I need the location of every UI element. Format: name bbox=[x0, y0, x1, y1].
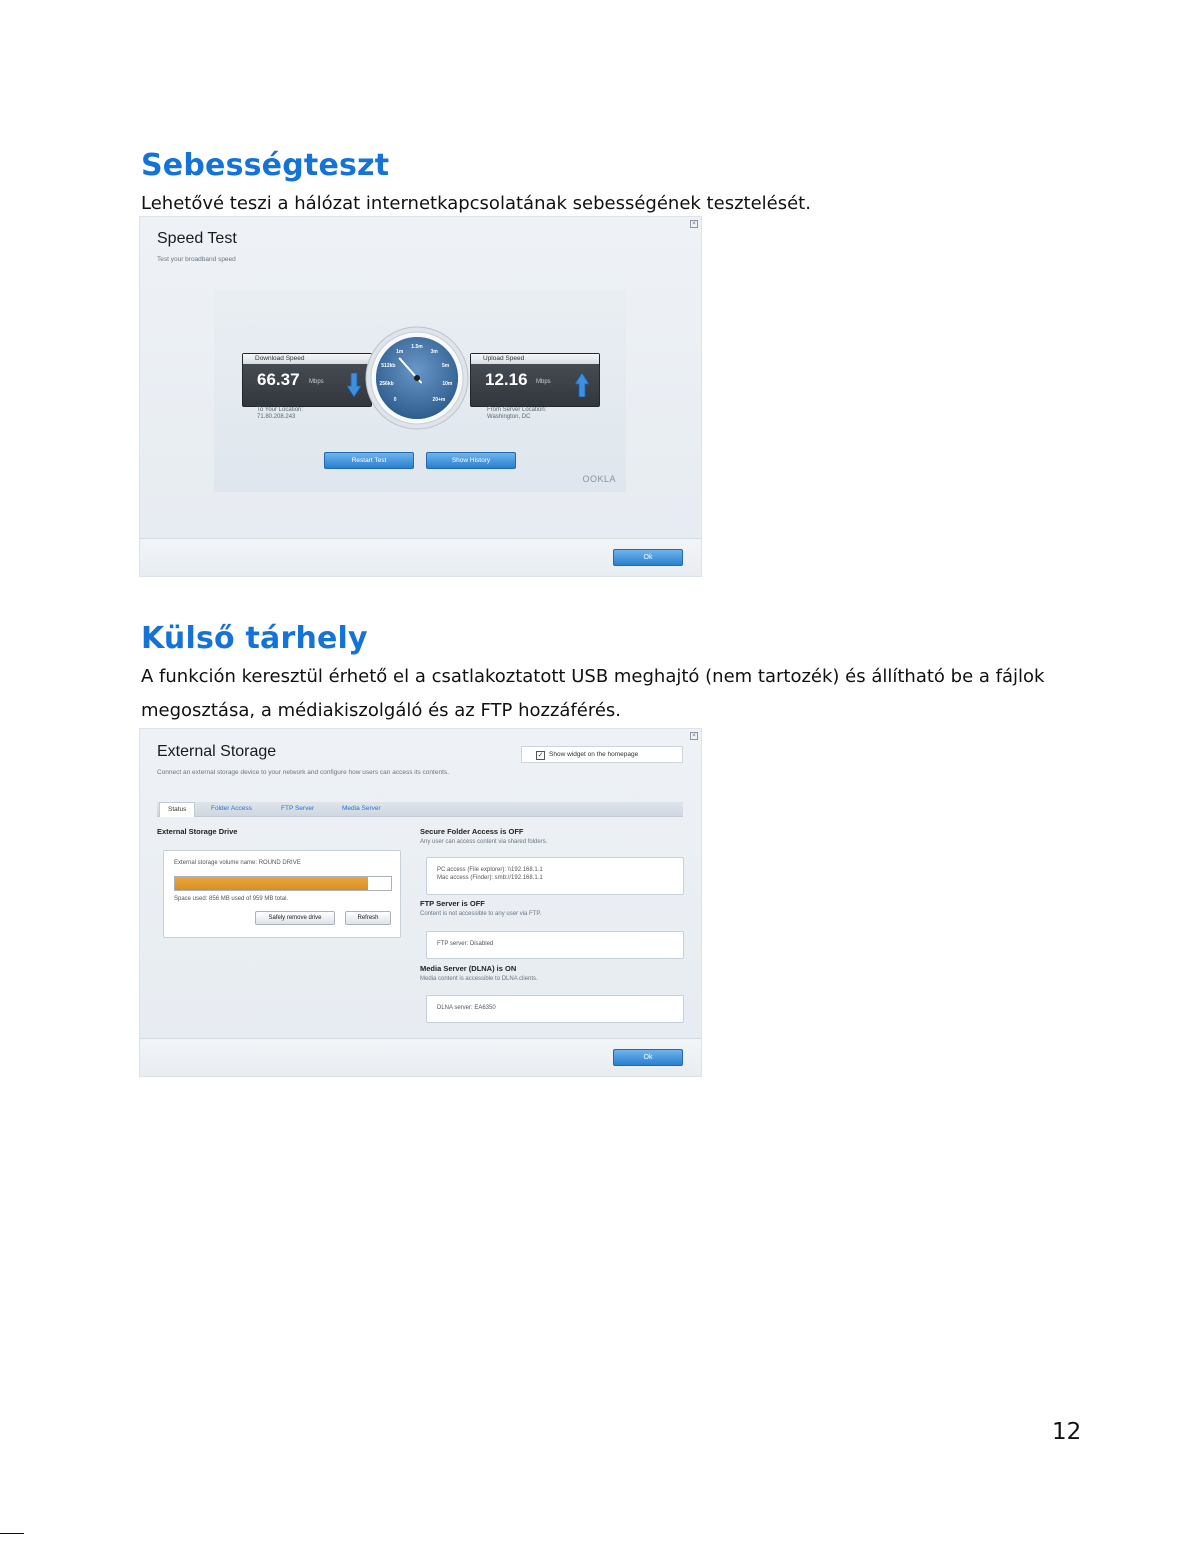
gauge-tick-label: 512kb bbox=[381, 363, 396, 370]
ftp-heading: FTP Server is OFF bbox=[420, 899, 485, 908]
safely-remove-drive-button[interactable]: Safely remove drive bbox=[255, 911, 335, 925]
tab-status[interactable]: Status bbox=[159, 802, 195, 817]
ookla-logo: OOKLA bbox=[582, 474, 616, 484]
secure-folder-sub: Any user can access content via shared folders. bbox=[420, 839, 548, 845]
speed-test-ok-button[interactable]: Ok bbox=[613, 549, 683, 566]
gauge-tick-label: 10m bbox=[442, 381, 453, 388]
drive-usage-bar bbox=[174, 876, 392, 891]
dlna-card bbox=[426, 995, 684, 1023]
speed-test-subtitle: Test your broadband speed bbox=[157, 256, 236, 263]
ftp-status: FTP server: Disabled bbox=[437, 941, 494, 947]
tab-folder-access[interactable]: Folder Access bbox=[211, 805, 252, 812]
dlna-status: DLNA server: EA6350 bbox=[437, 1005, 496, 1011]
download-arrow-icon bbox=[347, 373, 361, 397]
secure-folder-heading: Secure Folder Access is OFF bbox=[420, 827, 524, 836]
media-server-heading: Media Server (DLNA) is ON bbox=[420, 964, 517, 973]
download-location-value: 71.80.208.243 bbox=[257, 414, 296, 420]
external-storage-subtitle: Connect an external storage device to your network and configure how users can access its contents. bbox=[157, 769, 449, 776]
upload-arrow-icon bbox=[575, 373, 589, 397]
restart-test-button[interactable]: Restart Test bbox=[324, 452, 414, 469]
upload-location-label: From Server Location: bbox=[487, 407, 547, 413]
refresh-button[interactable]: Refresh bbox=[345, 911, 391, 925]
section-title-speedtest: Sebességteszt bbox=[141, 148, 390, 183]
upload-speed-value: 12.16 bbox=[485, 370, 528, 389]
media-server-sub: Media content is accessible to DLNA clients. bbox=[420, 976, 538, 982]
drive-card bbox=[163, 850, 401, 938]
gauge-tick-label: 20+m bbox=[432, 396, 446, 403]
download-speed-unit: Mbps bbox=[309, 379, 324, 385]
speed-test-footer bbox=[140, 538, 701, 576]
download-speed-box bbox=[242, 353, 372, 407]
storage-tabs bbox=[157, 802, 683, 817]
download-location-label: To Your Location: bbox=[257, 407, 304, 413]
upload-location bbox=[487, 407, 546, 421]
ftp-card bbox=[426, 931, 684, 959]
section-title-storage: Külső tárhely bbox=[141, 621, 368, 656]
gauge-tick-label: 1.5m bbox=[411, 344, 423, 350]
close-icon[interactable]: × bbox=[690, 732, 698, 740]
checkmark-icon: ✓ bbox=[537, 752, 544, 759]
close-icon[interactable]: × bbox=[690, 220, 698, 228]
storage-footer bbox=[140, 1038, 701, 1076]
upload-location-value: Washington, DC bbox=[487, 414, 531, 420]
speed-test-title: Speed Test bbox=[157, 230, 237, 247]
storage-ok-button[interactable]: Ok bbox=[613, 1049, 683, 1066]
drive-volume-name: External storage volume name: ROUND DRIVE bbox=[174, 860, 301, 866]
upload-speed-box bbox=[470, 353, 600, 407]
secure-folder-card bbox=[426, 857, 684, 895]
speed-test-panel bbox=[214, 290, 626, 492]
gauge-tick-label: 1m bbox=[396, 349, 404, 356]
section-desc-storage: A funkción keresztül érhető el a csatlakoztatott USB meghajtó (nem tartozék) és állítható be a fájlok megosztása, a médiakiszolgáló és az FTP hozzáférés. bbox=[141, 666, 1045, 721]
mac-access: Mac access (Finder): smb://192.168.1.1 bbox=[437, 875, 543, 881]
tab-ftp-server[interactable]: FTP Server bbox=[281, 805, 315, 812]
upload-speed-unit: Mbps bbox=[536, 379, 551, 385]
drive-usage-fill bbox=[175, 877, 368, 890]
tab-media-server[interactable]: Media Server bbox=[342, 805, 381, 812]
external-storage-title: External Storage bbox=[157, 743, 277, 760]
gauge-tick-label: 5m bbox=[442, 363, 450, 370]
download-speed-value: 66.37 bbox=[257, 370, 300, 389]
gauge-labels bbox=[365, 326, 469, 430]
gauge-tick-label: 0 bbox=[393, 396, 397, 403]
show-history-button[interactable]: Show History bbox=[426, 452, 516, 469]
upload-speed-label: Upload Speed bbox=[471, 354, 599, 364]
external-storage-screenshot bbox=[140, 729, 701, 1076]
page-number: 12 bbox=[1052, 1419, 1082, 1445]
download-speed-label: Download Speed bbox=[243, 354, 371, 364]
show-widget-checkbox[interactable] bbox=[521, 746, 683, 763]
show-widget-label: Show widget on the homepage bbox=[549, 751, 639, 758]
section-desc-speedtest: Lehetővé teszi a hálózat internetkapcsolatának sebességének tesztelését. bbox=[141, 193, 811, 214]
gauge-tick-label: 3m bbox=[430, 349, 438, 356]
drive-space-used: Space used: 856 MB used of 959 MB total. bbox=[174, 896, 289, 902]
download-location bbox=[257, 407, 303, 421]
footer-rule bbox=[0, 1533, 24, 1534]
drive-heading: External Storage Drive bbox=[157, 827, 238, 836]
speed-test-screenshot bbox=[140, 217, 701, 576]
gauge-tick-label: 256kb bbox=[379, 381, 394, 388]
pc-access: PC access (File explorer): \\192.168.1.1 bbox=[437, 867, 543, 873]
ftp-sub: Content is not accessible to any user via FTP. bbox=[420, 911, 542, 917]
